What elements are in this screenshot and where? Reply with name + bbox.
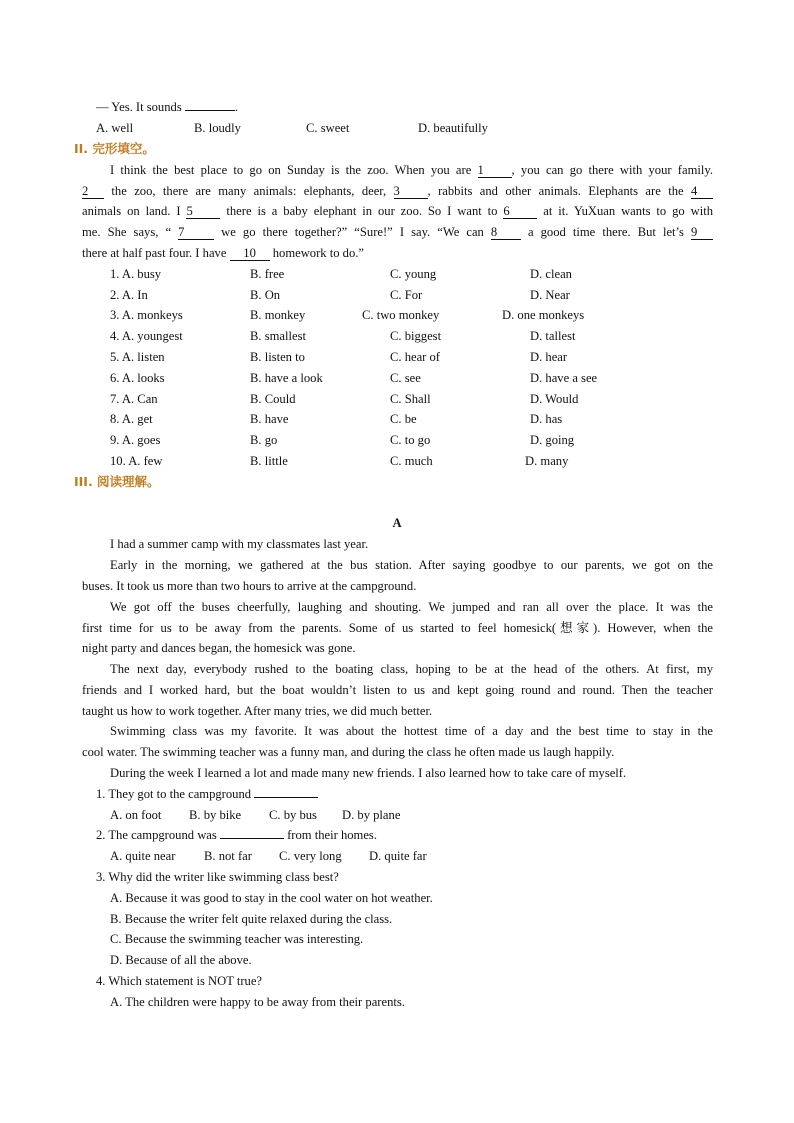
passage-line-7: The next day, everybody rushed to the boating class, hoping to be at the head of the others. At first, my: [110, 662, 713, 676]
reading-question-3-stem: 3. Why did the writer like swimming class best?: [96, 870, 339, 884]
passage-line-11: cool water. The swimming teacher was a funny man, and during the class he often made us laugh happily.: [82, 745, 615, 759]
section-2-heading: II. 完形填空。: [74, 141, 155, 156]
cloze-line-2: 2 the zoo, there are many animals: elephants, deer, 3 , rabbits and other animals. Elephants are the 4: [82, 183, 713, 199]
cloze-blank-6: 6: [503, 204, 537, 219]
cloze-blank-7: 7: [178, 225, 214, 240]
top-question-stem: — Yes. It sounds .: [96, 100, 239, 114]
passage-line-9: taught us how to work together. After many tries, we did much better.: [82, 704, 433, 718]
passage-line-12: During the week I learned a lot and made many new friends. I also learned how to take care of myself.: [110, 766, 627, 780]
answer-blank: [185, 110, 235, 111]
cloze-blank-3: 3: [394, 184, 428, 199]
cloze-line-4: me. She says, “ 7 we go there together?” “Sure!” I say. “We can 8 a good time there. But let’s 9: [82, 224, 713, 240]
option-b: B. loudly: [194, 121, 241, 135]
cloze-line-5: there at half past four. I have 10 homework to do.”: [82, 246, 365, 260]
reading-question-4-option-a: A. The children were happy to be away from their parents.: [110, 995, 405, 1009]
passage-line-8: friends and I worked hard, but the boat wouldn’t listen to us and kept going round and round. Then the teacher: [82, 683, 713, 697]
passage-line-6: night party and dances began, the homesick was gone.: [82, 641, 356, 655]
option-d: D. beautifully: [418, 121, 488, 135]
section-3-heading: III. 阅读理解。: [74, 474, 160, 489]
reading-question-3-option-a: A. Because it was good to stay in the cool water on hot weather.: [110, 891, 433, 905]
cloze-blank-5: 5: [186, 204, 220, 219]
passage-line-1: I had a summer camp with my classmates last year.: [110, 537, 369, 551]
cloze-blank-8: 8: [491, 225, 521, 240]
reading-question-3-option-d: D. Because of all the above.: [110, 953, 252, 967]
cloze-blank-9: 9: [691, 225, 713, 240]
passage-title: A: [392, 516, 402, 530]
cloze-blank-1: 1: [478, 163, 512, 178]
cloze-line-3: animals on land. I 5 there is a baby elephant in our zoo. So I want to 6 at it. YuXuan wants to go with: [82, 204, 713, 218]
passage-line-3: buses. It took us more than two hours to arrive at the campground.: [82, 579, 417, 593]
passage-line-2: Early in the morning, we gathered at the bus station. After saying goodbye to our parents, we got on the: [110, 558, 713, 572]
reading-question-3-option-c: C. Because the swimming teacher was interesting.: [110, 932, 364, 946]
option-a: A. well: [96, 121, 134, 135]
passage-line-5: first time for us to be away from the parents. Some of us started to feel homesick(想家). However, when the: [82, 621, 713, 635]
passage-line-10: Swimming class was my favorite. It was about the hottest time of a day and the best time to stay in the: [110, 724, 713, 738]
answer-blank: [220, 838, 284, 839]
reading-question-4-stem: 4. Which statement is NOT true?: [96, 974, 263, 988]
answer-blank: [254, 797, 318, 798]
passage-line-4: We got off the buses cheerfully, laughing and shouting. We jumped and ran all over the place. It was the: [110, 600, 713, 614]
reading-question-2-stem: 2. The campground was from their homes.: [96, 828, 377, 842]
cloze-blank-4: 4: [691, 184, 713, 199]
cloze-blank-10: 10: [230, 246, 270, 261]
worksheet-page: — Yes. It sounds . A. well B. loudly C. sweet D. beautifully II. 完形填空。 I think the best place to go on Sunday is the zoo. When you are 1 , you can go there with your family. 2 the zoo, there are many animals: elephants, deer, 3 , rabbits and other animals. Elephants are the 4 animals on land. I 5 there is a baby elephant in our zoo. So I want to 6 at it. YuXuan wants to go with me. She says, “ 7 we go there together?” “Sure!” I say. “We can 8 a good time there. But let’s 9 there at half past four. I have 10 homework to do.” 1. A. busy B. free C. young D. clean 2. A. In B. On C. For D. Near 3. A. monkeys B. monkey C. two monkey D. one monkeys 4. A. youngest B. smallest C. biggest D. tallest 5. A. listen B. listen to C. hear of D. hear 6. A. looks B. have a look C. see D. have a see 7. A. Can B. Could C. Shall D. Would 8. A. get B. have C. be D. has 9. A. goes B. go C. to go D. going 10. A. few B. little C. much D. many III. 阅读理解。 A I had a summer camp with my classmates last year. Early in the morning, we gathered at the bus station. After saying goodbye to our parents, we got on the buses. It took us more than two hours to arrive at the campground. We got off the buses cheerfully, laughing and shouting. We jumped and ran all over the place. It was the first time for us to be away from the parents. Some of us started to feel homesick(想家). However, when the night party and dances began, the homesick was gone. The next day, everybody rushed to the boating class, hoping to be at the head of the others. At first, my friends and I worked hard, but the boat wouldn’t listen to us and kept going round and round. Then the teacher taught us how to work together. After many tries, we did much better. Swimming class was my favorite. It was about the hottest time of a day and the best time to stay in the cool water. The swimming teacher was a funny man, and during the class he often made us laugh happily. During the week I learned a lot and made many new friends. I also learned how to take care of myself. 1. They got to the campground A. on foot B. by bike C. by bus D. by plane 2. The campground was from their homes. A. quite near B. not far C. very long D. quite far 3. Why did the writer like swimming class best? A. Because it was good to stay in the cool water on hot weather. B. Because the writer felt quite relaxed during the class. C. Because the swimming teacher was interesting. D. Because of all the above. 4. Which statement is NOT true? A. The children were happy to be away from their parents.: [0, 0, 794, 1123]
option-c: C. sweet: [306, 121, 350, 135]
reading-question-1-stem: 1. They got to the campground: [96, 786, 318, 802]
cloze-blank-2: 2: [82, 184, 104, 199]
reading-question-3-option-b: B. Because the writer felt quite relaxed during the class.: [110, 912, 393, 926]
cloze-line-1: I think the best place to go on Sunday is the zoo. When you are 1 , you can go there with your family.: [110, 163, 713, 177]
